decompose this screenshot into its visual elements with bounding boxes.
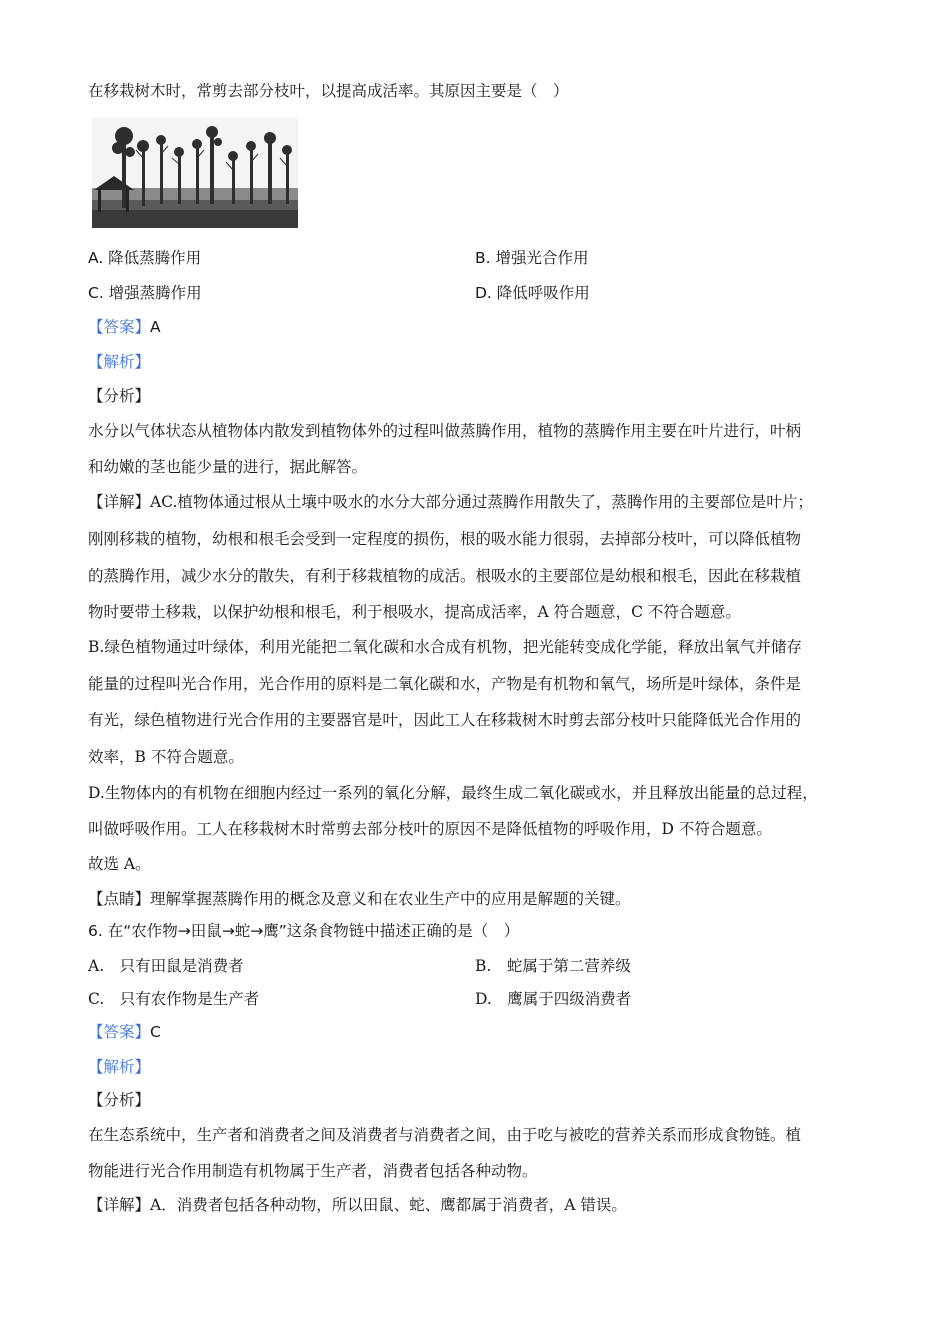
q5-tip: 【点睛】理解掌握蒸腾作用的概念及意义和在农业生产中的应用是解题的关键。 [88, 890, 631, 908]
q5-detail-line: 物时要带土移栽，以保护幼根和根毛，利于根吸水，提高成活率，A 符合题意，C 不符合题意。 [88, 603, 741, 621]
q5-detail-line: 能量的过程叫光合作用，光合作用的原料是二氧化碳和水，产物是有机物和氧气，场所是叶绿体，条件是 [88, 675, 802, 693]
answer-tag: 【答案】 [88, 318, 151, 336]
q5-detail-line: 【详解】AC.植物体通过根从土壤中吸水的水分大部分通过蒸腾作用散失了，蒸腾作用的主要部位是叶片； [88, 493, 813, 511]
q5-fenxi-line: 水分以气体状态从植物体内散发到植物体外的过程叫做蒸腾作用，植物的蒸腾作用主要在叶片进行，叶柄 [88, 422, 802, 440]
q5-fenxi-tag: 【分析】 [88, 387, 151, 405]
q5-detail-line: B.绿色植物通过叶绿体，利用光能把二氧化碳和水合成有机物，把光能转变成化学能，释放出氧气并储存 [88, 638, 802, 656]
q6-fenxi-line: 在生态系统中，生产者和消费者之间及消费者与消费者之间，由于吃与被吃的营养关系而形成食物链。植 [88, 1126, 802, 1144]
q6-analysis-tag: 【解析】 [88, 1058, 151, 1076]
q5-option-d: D. 降低呼吸作用 [475, 284, 590, 302]
q5-detail-line: 效率，B 不符合题意。 [88, 748, 244, 766]
q6-detail-line: 【详解】A．消费者包括各种动物，所以田鼠、蛇、鹰都属于消费者，A 错误。 [88, 1196, 627, 1214]
q5-detail-line: 刚刚移栽的植物，幼根和根毛会受到一定程度的损伤，根的吸水能力很弱，去掉部分枝叶，可以降低植物 [88, 530, 802, 548]
answer-value: A [150, 318, 161, 336]
q5-detail-line: 有光，绿色植物进行光合作用的主要器官是叶，因此工人在移栽树木时剪去部分枝叶只能降低光合作用的 [88, 711, 802, 729]
question-6-stem: 6. 在“农作物→田鼠→蛇→鹰”这条食物链中描述正确的是（ ） [88, 922, 520, 940]
q6-option-b: B. 蛇属于第二营养级 [475, 957, 631, 975]
q5-detail-line: D.生物体内的有机物在细胞内经过一系列的氧化分解，最终生成二氧化碳或水，并且释放出能量的总过程， [88, 784, 818, 802]
q5-analysis-tag: 【解析】 [88, 353, 151, 371]
q6-option-c: C. 只有农作物是生产者 [88, 990, 260, 1008]
q5-option-a: A. 降低蒸腾作用 [88, 249, 202, 267]
answer-value: C [150, 1023, 161, 1041]
q6-answer [88, 1021, 161, 1043]
q6-option-d: D. 鹰属于四级消费者 [475, 990, 632, 1008]
q5-option-c: C. 增强蒸腾作用 [88, 284, 202, 302]
q5-detail-line: 故选 A。 [88, 855, 151, 873]
q6-option-a: A. 只有田鼠是消费者 [88, 957, 244, 975]
q5-option-b: B. 增强光合作用 [475, 249, 589, 267]
q6-fenxi-tag: 【分析】 [88, 1091, 151, 1109]
q6-fenxi-line: 物能进行光合作用制造有机物属于生产者，消费者包括各种动物。 [88, 1162, 538, 1180]
question-5-stem: 在移栽树木时，常剪去部分枝叶，以提高成活率。其原因主要是（ ） [88, 82, 569, 100]
tree-transplant-photo [92, 118, 298, 228]
q5-fenxi-line: 和幼嫩的茎也能少量的进行，据此解答。 [88, 458, 368, 476]
answer-tag: 【答案】 [88, 1023, 151, 1041]
q5-answer [88, 316, 161, 338]
q5-detail-line: 叫做呼吸作用。工人在移栽树木时常剪去部分枝叶的原因不是降低植物的呼吸作用，D 不符合题意。 [88, 820, 772, 838]
q5-detail-line: 的蒸腾作用，减少水分的散失，有利于移栽植物的成活。根吸水的主要部位是幼根和根毛，因此在移栽植 [88, 567, 802, 585]
